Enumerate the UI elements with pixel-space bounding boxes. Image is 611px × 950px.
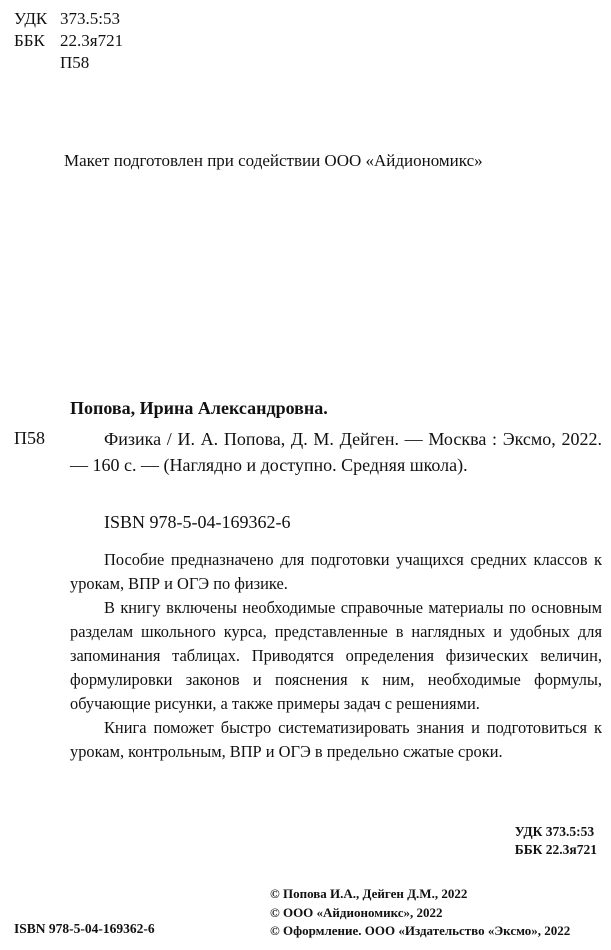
udk-label: УДК [14, 9, 48, 28]
copyright-block [270, 885, 570, 941]
annotation-paragraph: В книгу включены необходимые справочные материалы по основным разделам школьного курса, представленные в наглядных и удобных для запоминания таблицах. Приводятся определения физических величин, формулировки законов и пояснения к ним, необходимые формулы, обучающие рисунки, а также примеры задач с решениями. [70, 598, 602, 713]
udk-value: 373.5:53 [60, 9, 120, 28]
footer-isbn: ISBN 978-5-04-169362-6 [14, 921, 155, 936]
bbk-value: 22.3я721 [60, 31, 124, 50]
udk-line [14, 8, 123, 30]
bbk-line [14, 30, 123, 52]
catalog-isbn: ISBN 978-5-04-169362-6 [104, 512, 291, 532]
annotation-paragraph: Книга поможет быстро систематизировать знания и подготовиться к урокам, контрольным, ВПР и ОГЭ в предельно сжатые сроки. [70, 718, 602, 761]
bbk-label: ББК [14, 31, 45, 50]
copyright-line: © Оформление. ООО «Издательство «Эксмо», 2022 [270, 923, 571, 938]
author-code-line [14, 52, 123, 74]
copyright-line: © ООО «Айдиономикс», 2022 [270, 904, 443, 920]
catalog-code: П58 [14, 428, 45, 448]
footer-bbk: ББК 22.3я721 [514, 842, 597, 857]
copyright-line: © Попова И.А., Дейген Д.М., 2022 [270, 886, 468, 901]
classification-block [14, 8, 123, 74]
footer-codes [515, 823, 597, 859]
annotation-paragraph: Пособие предназначено для подготовки учащихся средних классов к урокам, ВПР и ОГЭ по физике. [70, 550, 602, 593]
catalog-author: Попова, Ирина Александровна. [70, 398, 328, 418]
catalog-description: Физика / И. А. Попова, Д. М. Дейген. — Москва : Эксмо, 2022. — 160 с. — (Наглядно и доступно. Средняя школа). [70, 429, 602, 475]
author-code: П58 [60, 53, 90, 72]
annotation [70, 548, 602, 764]
imprint-note: Макет подготовлен при содействии ООО «Айдиономикс» [64, 151, 483, 170]
footer-udk: УДК 373.5:53 [514, 824, 595, 839]
